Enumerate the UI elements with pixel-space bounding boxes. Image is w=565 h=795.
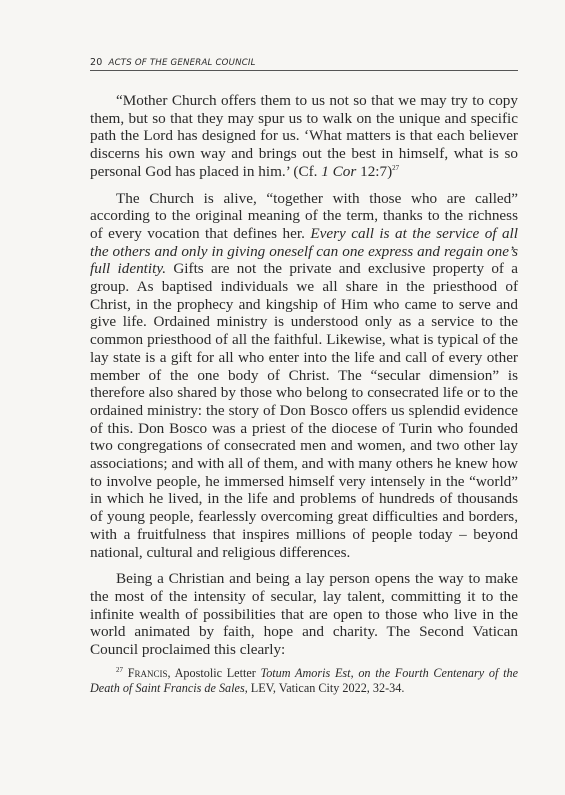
footnote-work-title: Totum Amoris Est, on the Fourth Centenary of the Death of Saint Francis de Sales [90, 666, 518, 696]
paragraph-3 [90, 570, 518, 659]
paragraph-1 [90, 92, 518, 181]
paragraph-3-text: Being a Christian and being a lay person opens the way to make the most of the intensity of secular, lay talent, committing it to the infinite wealth of possibilities that are open to those who live in the world animated by faith, hope and charity. The Second Vatican Council proclaimed this clearly: [90, 570, 518, 659]
paragraph-2-text-end: Gifts are not the private and exclusive property of a group. As baptised individuals we all share in the priesthood of Christ, in the prophecy and kingship of Him who came to serve and give life. Ordained ministry is understood only as a service to the common priesthood of all the faithful. Likewise, what is typical of the lay state is a gift for all who enter into the life and call of every other member of the one body of Christ. The “secular dimension” is therefore also shared by those who belong to consecrated life or to the ordained ministry: the story of Don Bosco offers us splendid evidence of this. Don Bosco was a priest of the diocese of Turin who founded two congregations of consecrated men and women, and two other lay associations; and with all of them, and with many others he knew how to involve people, he immersed himself very intensely in the “world” in which he lived, in the life and problems of hundreds of thousands of young people, fearlessly overcoming great difficulties and borders, with a fruitfulness that inspires millions of people today – beyond national, cultural and religious differences. [90, 260, 518, 561]
paragraph-2-text: The Church is alive, “together with those who are called” according to the original meaning of the term, thanks to the richness of every vocation that defines her. [90, 189, 518, 242]
main-text [90, 92, 518, 668]
page-number: 20 [90, 57, 103, 68]
paragraph-1-text-end: 12:7) [356, 162, 393, 180]
footnote-text: , Apostolic Letter [167, 666, 261, 680]
paragraph-1-text: “Mother Church offers them to us not so that we may try to copy them, but so that they may spur us to walk on the unique and specific path the Lord has designed for us. ‘What matters is that each believer discerns his own way and brings out the best in himself, what is so personal God has placed in him.’ (Cf. [90, 92, 518, 180]
scripture-reference: 1 Cor [321, 162, 357, 180]
footnote-marker: 27 [392, 163, 400, 172]
footnote-text-end: , LEV, Vatican City 2022, 32-34. [244, 681, 405, 696]
running-title: ACTS OF THE GENERAL COUNCIL [108, 58, 256, 68]
running-header [90, 57, 518, 71]
footnote [90, 666, 518, 696]
paragraph-2 [90, 190, 518, 562]
footnote-number: 27 [116, 665, 123, 674]
emphasized-sentence: Every call is at the service of all the others and only in giving oneself can one express and regain one’s full identity. [90, 224, 518, 278]
footnote-author: Francis [127, 666, 168, 680]
